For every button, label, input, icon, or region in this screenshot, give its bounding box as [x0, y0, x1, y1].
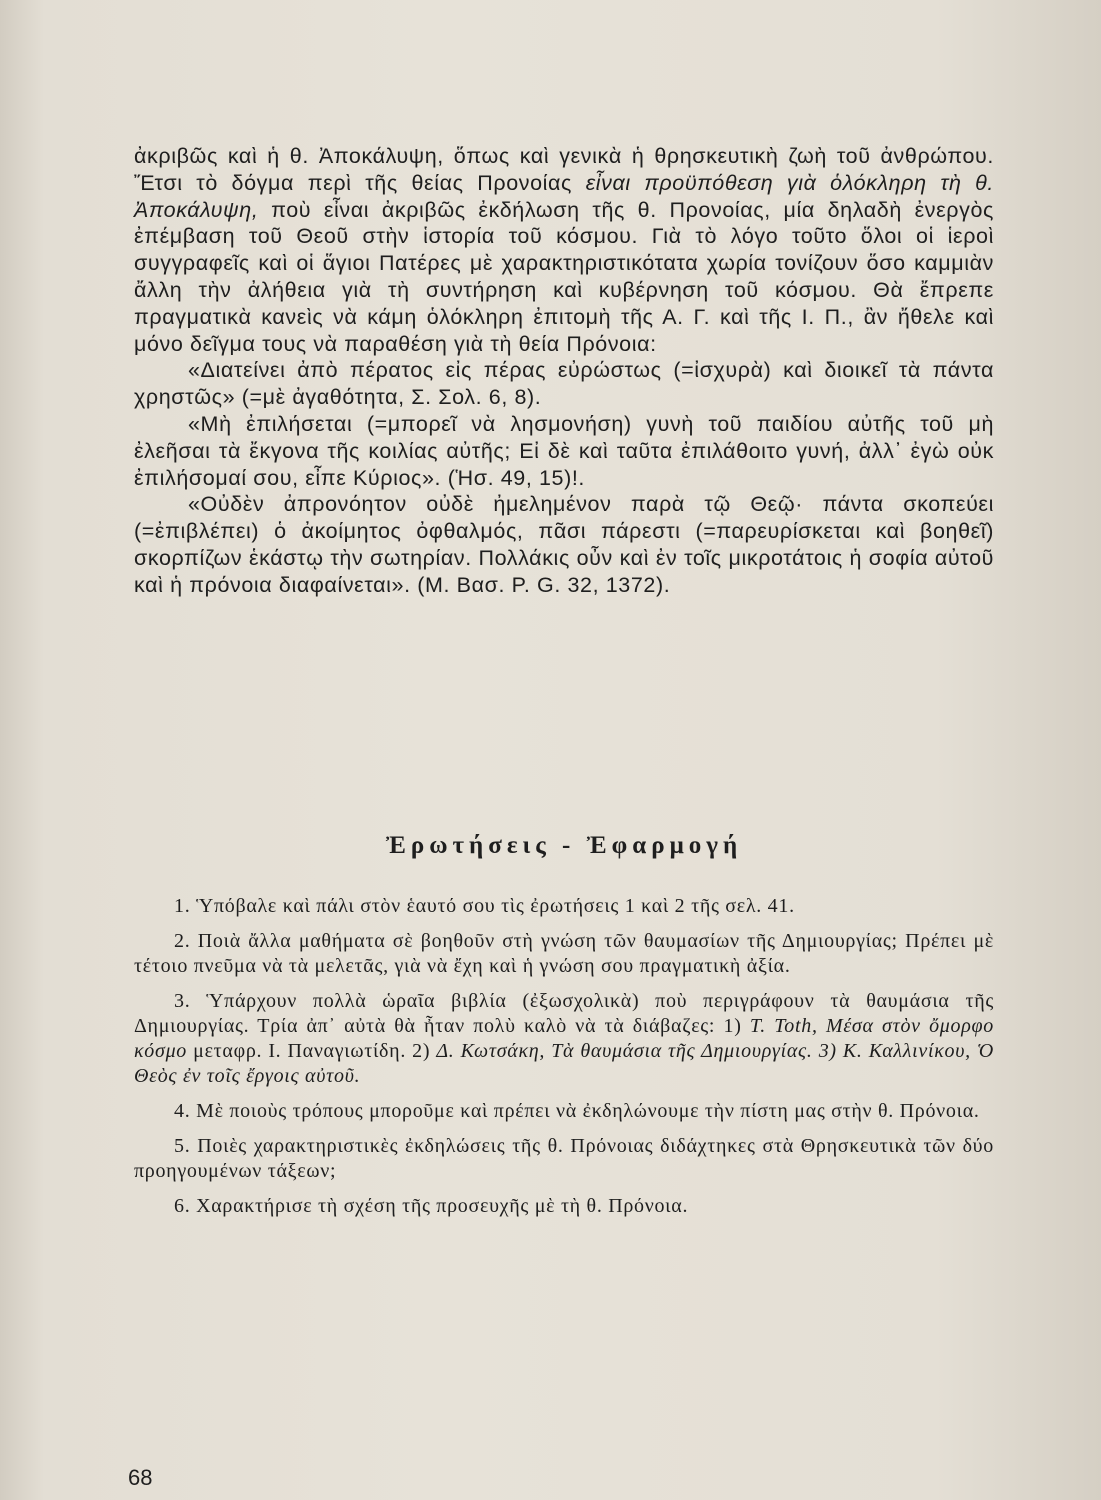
- quote-3: «Οὐδὲν ἀπρονόητον οὐδὲ ἠμελημένον παρὰ τῷ Θεῷ· πάντα σκοπεύει (=ἐπιβλέπει) ὁ ἀκοίμητος ὀφθαλμός, πᾶσι πάρεστι (=παρευρίσκεται καὶ βοηθεῖ) σκορπίζων ἑκάστῳ τὴν σωτηρίαν. Πολλάκις οὖν καὶ ἐν τοῖς μικροτάτοις ἡ σοφία αὐτοῦ καὶ ἡ πρόνοια διαφαίνεται». (Μ. Βασ. Ρ. G. 32, 1372).: [134, 492, 994, 597]
- question-2: 2. Ποιὰ ἄλλα μαθήματα σὲ βοηθοῦν στὴ γνώση τῶν θαυμασίων τῆς Δημιουργίας; Πρέπει μὲ τέτοιο πνεῦμα νὰ τὰ μελετᾶς, γιὰ νὰ ἔχη καὶ ἡ γνώση σου πραγματικὴ ἀξία.: [134, 930, 994, 977]
- section-heading: Ἐρωτήσεις - Ἐφαρμογή: [385, 832, 743, 859]
- quote-1: «Διατείνει ἀπὸ πέρατος εἰς πέρας εὐρώστως (=ἰσχυρὰ) καὶ διοικεῖ τὰ πάντα χρηστῶς» (=μὲ ἀγαθότητα, Σ. Σολ. 6, 8).: [134, 358, 994, 410]
- question-1: 1. Ὑπόβαλε καὶ πάλι στὸν ἑαυτό σου τὶς ἐρωτήσεις 1 καὶ 2 τῆς σελ. 41.: [174, 895, 795, 917]
- question-5: 5. Ποιὲς χαρακτηριστικὲς ἐκδηλώσεις τῆς θ. Πρόνοιας διδάχτηκες στὰ Θρησκευτικὰ τῶν δύο προηγουμένων τάξεων;: [134, 1135, 994, 1182]
- quote-2: «Μὴ ἐπιλήσεται (=μπορεῖ νὰ λησμονήση) γυνὴ τοῦ παιδίου αὐτῆς τοῦ μὴ ἐλεῆσαι τὰ ἔκγονα τῆς κοιλίας αὐτῆς; Εἰ δὲ καὶ ταῦτα ἐπιλάθοιτο γυνή, ἀλλ᾽ ἐγὼ οὐκ ἐπιλήσομαί σου, εἶπε Κύριος». (Ἡσ. 49, 15)!.: [134, 411, 994, 490]
- italic-phrase: εἶναι προϋπόθεση γιὰ ὁλόκληρη τὴ θ. Ἀποκάλυψη,: [134, 170, 995, 222]
- main-text: [134, 143, 994, 599]
- page-number: 68: [128, 1465, 153, 1490]
- paragraph-1: ἀκριβῶς καὶ ἡ θ. Ἀποκάλυψη, ὅπως καὶ γενικὰ ἡ θρησκευτικὴ ζωὴ τοῦ ἀνθρώπου. Ἔτσι τὸ δόγμα περὶ τῆς θείας Προνοίας εἶναι προϋπόθεση γιὰ ὁλόκληρη τὴ θ. Ἀποκάλυψη, ποὺ εἶναι ἀκριβῶς ἐκδήλωση τῆς θ. Προνοίας, μία δηλαδὴ ἐνεργὸς ἐπέμβαση τοῦ Θεοῦ στὴν ἱστορία τοῦ κόσμου. Γιὰ τὸ λόγο τοῦτο ὅλοι οἱ ἱεροὶ συγγραφεῖς καὶ οἱ ἅγιοι Πατέρες μὲ χαρακτηριστικότατα χωρία τονίζουν ὅσο καμμιὰν ἄλλη τὴν ἀλήθεια γιὰ τὴ συντήρηση καὶ κυβέρνηση τοῦ κόσμου. Θὰ ἔπρεπε πραγματικὰ κανεὶς νὰ κάμη ὁλόκληρη ἐπιτομὴ τῆς Α. Γ. καὶ τῆς Ι. Π., ἂν ἤθελε καὶ μόνο δεῖγμα τους νὰ παραθέση γιὰ τὴ θεία Πρόνοια:: [134, 144, 995, 356]
- book-title-1: T. Toth, Μέσα στὸν ὄμορφο κόσμο: [134, 1015, 994, 1062]
- question-4: 4. Μὲ ποιοὺς τρόπους μποροῦμε καὶ πρέπει νὰ ἐκδηλώνουμε τὴν πίστη μας στὴν θ. Πρόνοια.: [174, 1100, 980, 1122]
- question-6: 6. Χαρακτήρισε τὴ σχέση τῆς προσευχῆς μὲ τὴ θ. Πρόνοια.: [174, 1195, 689, 1217]
- book-titles-2-3: Δ. Κωτσάκη, Τὰ θαυμάσια τῆς Δημιουργίας. 3) Κ. Καλλινίκου, Ὁ Θεὸς ἐν τοῖς ἔργοις αὐτοῦ.: [134, 1040, 994, 1087]
- question-3: 3. Ὑπάρχουν πολλὰ ὡραῖα βιβλία (ἐξωσχολικὰ) ποὺ περιγράφουν τὰ θαυμάσια τῆς Δημιουργίας. Τρία ἀπ᾽ αὐτὰ θὰ ἦταν πολὺ καλὸ νὰ τὰ διάβαζες: 1) T. Toth, Μέσα στὸν ὄμορφο κόσμο μεταφρ. Ι. Παναγιωτίδη. 2) Δ. Κωτσάκη, Τὰ θαυμάσια τῆς Δημιουργίας. 3) Κ. Καλλινίκου, Ὁ Θεὸς ἐν τοῖς ἔργοις αὐτοῦ.: [134, 990, 994, 1087]
- questions-list: [134, 894, 994, 1229]
